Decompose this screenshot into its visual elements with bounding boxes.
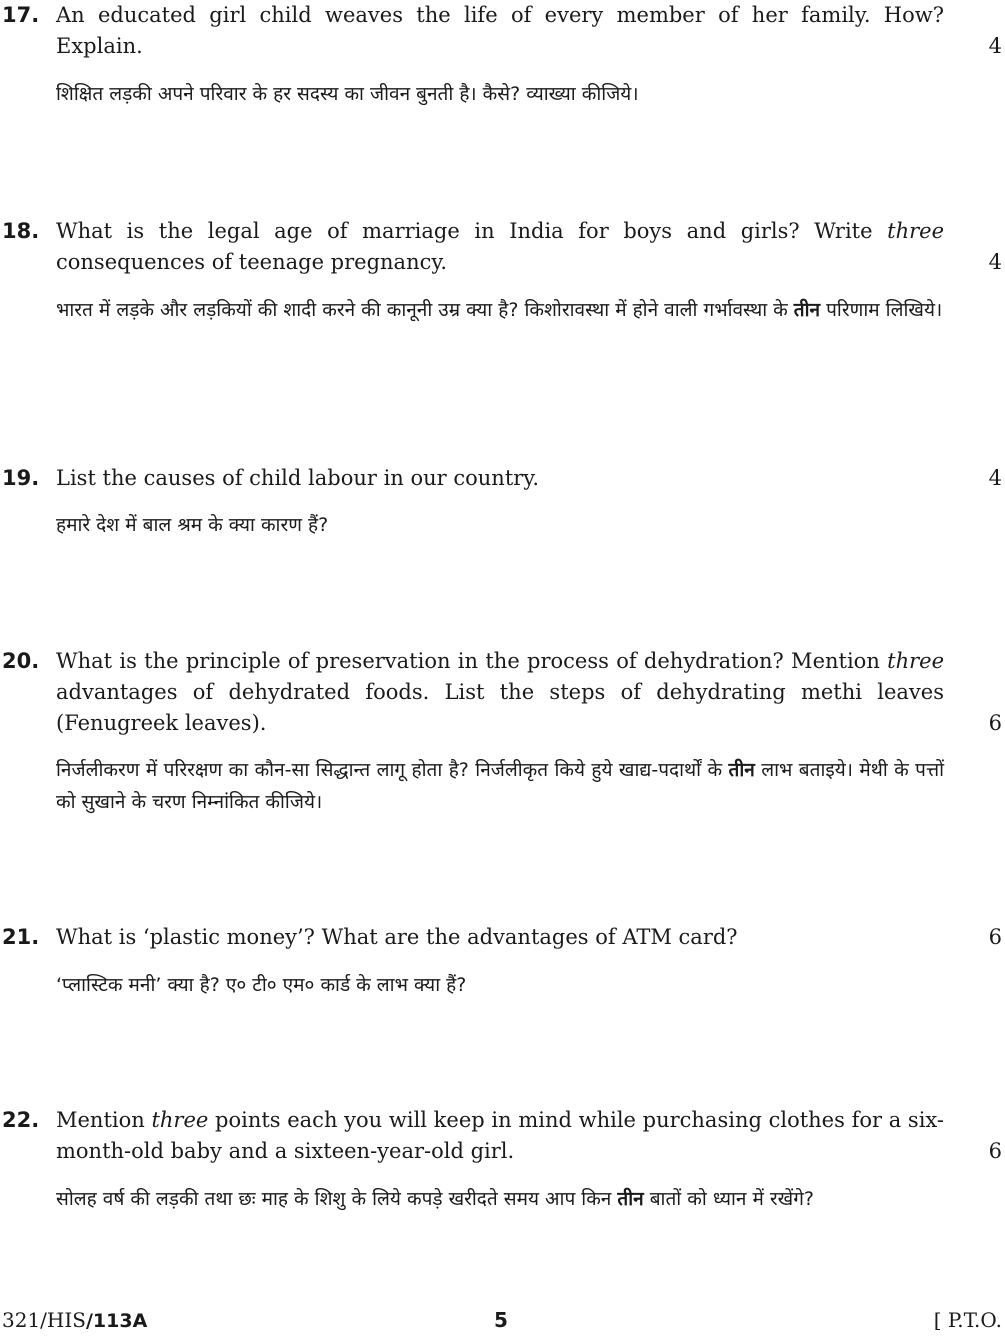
marks: 4 xyxy=(988,250,1002,274)
emphasis: तीन xyxy=(617,1188,644,1210)
marks: 6 xyxy=(988,711,1002,735)
emphasis: three xyxy=(887,649,944,673)
question-text-english: An educated girl child weaves the life of every member of her family. How? Explain. xyxy=(56,3,944,58)
marks: 4 xyxy=(988,34,1002,58)
question-text-english: What is ‘plastic money’? What are the advantages of ATM card? xyxy=(56,925,738,949)
question-text-hindi: निर्जलीकरण में परिरक्षण का कौन-सा सिद्धान्त लागू होता है? निर्जलीकृत किये हुये खाद्य-पदार्थों के तीन लाभ बताइये। मेथी के पत्तों को सुखाने के चरण निम्नांकित कीजिये। xyxy=(56,759,944,813)
question-text-english: What is the principle of preservation in the process of dehydration? Mention three advantages of dehydrated foods. List the steps of dehydrating methi leaves (Fenugreek leaves). xyxy=(56,649,944,735)
question-text-english: Mention three points each you will keep in mind while purchasing clothes for a six-month-old baby and a sixteen-year-old girl. xyxy=(56,1108,944,1163)
question-text-hindi: ‘प्लास्टिक मनी’ क्या है? ए० टी० एम० कार्ड के लाभ क्या हैं? xyxy=(56,974,467,996)
paper-code: 321/HIS/113A xyxy=(2,1308,148,1332)
page-number: 5 xyxy=(494,1308,508,1332)
emphasis: three xyxy=(151,1108,209,1132)
please-turn-over: [ P.T.O. xyxy=(933,1308,1002,1332)
marks: 4 xyxy=(988,466,1002,490)
question-number: 17. xyxy=(2,3,40,27)
question-number: 19. xyxy=(2,466,40,490)
marks: 6 xyxy=(988,925,1002,949)
question-text-hindi: शिक्षित लड़की अपने परिवार के हर सदस्य का जीवन बुनती है। कैसे? व्याख्या कीजिये। xyxy=(56,83,639,105)
question-text-hindi: भारत में लड़के और लड़कियों की शादी करने की कानूनी उम्र क्या है? किशोरावस्था में होने वाली गर्भावस्था के तीन परिणाम लिखिये। xyxy=(56,299,943,321)
question-number: 22. xyxy=(2,1108,40,1132)
page-footer xyxy=(0,1306,1005,1336)
question-number: 20. xyxy=(2,649,40,673)
question-text-hindi: सोलह वर्ष की लड़की तथा छः माह के शिशु के लिये कपड़े खरीदते समय आप किन तीन बातों को ध्यान में रखेंगे? xyxy=(56,1188,814,1210)
question-text-hindi: हमारे देश में बाल श्रम के क्या कारण हैं? xyxy=(56,514,329,536)
question-text-english: What is the legal age of marriage in India for boys and girls? Write three consequences of teenage pregnancy. xyxy=(56,219,944,274)
marks: 6 xyxy=(988,1139,1002,1163)
question-number: 18. xyxy=(2,219,40,243)
question-text-english: List the causes of child labour in our country. xyxy=(56,466,540,490)
emphasis: three xyxy=(887,219,944,243)
emphasis: तीन xyxy=(793,299,821,321)
question-number: 21. xyxy=(2,925,40,949)
emphasis: तीन xyxy=(728,759,755,781)
